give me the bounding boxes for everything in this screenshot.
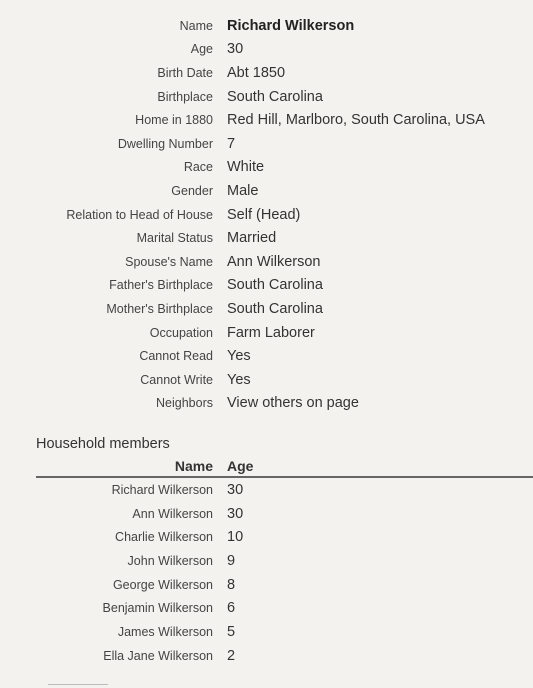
table-row	[36, 596, 533, 620]
record-value: Abt 1850	[227, 64, 286, 81]
record-value: Ann Wilkerson	[227, 253, 321, 270]
record-label: Spouse's Name	[125, 254, 213, 269]
record-label: Mother's Birthplace	[106, 301, 213, 316]
record-value: Married	[227, 230, 277, 247]
record-row-birthplace	[0, 85, 533, 109]
record-label: Gender	[171, 183, 213, 198]
member-name-link[interactable]: Charlie Wilkerson	[115, 530, 213, 545]
member-age: 6	[227, 600, 236, 617]
table-row	[36, 620, 533, 644]
member-age: 9	[227, 552, 236, 569]
record-row-name	[0, 14, 533, 38]
table-row	[36, 573, 533, 597]
record-label: Cannot Write	[140, 372, 213, 387]
member-age: 8	[227, 576, 236, 593]
member-name-link[interactable]: James Wilkerson	[117, 624, 213, 639]
record-value: White	[227, 159, 265, 176]
record-value: Male	[227, 182, 259, 199]
record-value: 30	[227, 41, 244, 58]
record-value: South Carolina	[227, 88, 323, 105]
record-row-cannot-write	[0, 368, 533, 392]
member-age: 30	[227, 505, 244, 522]
record-row-gender	[0, 179, 533, 203]
record-label: Home in 1880	[135, 113, 213, 128]
record-label: Cannot Read	[139, 349, 213, 364]
record-value: 7	[227, 135, 236, 152]
table-row	[36, 478, 533, 502]
record-label: Dwelling Number	[117, 136, 213, 151]
record-value: South Carolina	[227, 277, 323, 294]
record-details	[0, 14, 533, 415]
record-row-cannot-read	[0, 344, 533, 368]
record-value: South Carolina	[227, 300, 323, 317]
record-row-neighbors	[0, 392, 533, 416]
record-label: Birthplace	[157, 89, 213, 104]
record-row-father-birthplace	[0, 274, 533, 298]
member-name-link[interactable]: George Wilkerson	[112, 577, 213, 592]
member-age: 5	[227, 623, 236, 640]
household-members-heading: Household members	[36, 436, 170, 452]
record-value: Self (Head)	[227, 206, 301, 223]
record-row-occupation	[0, 321, 533, 345]
member-name-link[interactable]: Ella Jane Wilkerson	[103, 648, 213, 663]
record-label: Relation to Head of House	[66, 207, 213, 222]
record-label: Race	[183, 160, 213, 175]
record-value: Yes	[227, 348, 251, 365]
member-name-link[interactable]: Benjamin Wilkerson	[102, 601, 213, 616]
member-age: 10	[227, 529, 244, 546]
record-row-age	[0, 38, 533, 62]
household-table-body	[36, 478, 533, 668]
record-row-home	[0, 108, 533, 132]
table-row	[36, 502, 533, 526]
table-row	[36, 644, 533, 668]
record-label: Birth Date	[157, 65, 213, 80]
record-value: Farm Laborer	[227, 324, 315, 341]
record-label: Name	[179, 18, 213, 33]
record-row-dwelling-number	[0, 132, 533, 156]
table-row	[36, 525, 533, 549]
record-row-relation	[0, 203, 533, 227]
member-name-link[interactable]: John Wilkerson	[127, 553, 213, 568]
member-name-link[interactable]: Richard Wilkerson	[111, 482, 213, 497]
member-age: 30	[227, 481, 244, 498]
record-label: Marital Status	[136, 231, 213, 246]
table-row	[36, 549, 533, 573]
member-name-link[interactable]: Ann Wilkerson	[132, 506, 213, 521]
record-label: Occupation	[149, 325, 213, 340]
record-value: Red Hill, Marlboro, South Carolina, USA	[227, 112, 485, 129]
record-row-birth-date	[0, 61, 533, 85]
record-label: Father's Birthplace	[109, 278, 213, 293]
column-header-age: Age	[227, 458, 254, 474]
record-row-mother-birthplace	[0, 297, 533, 321]
record-row-spouse	[0, 250, 533, 274]
member-age: 2	[227, 647, 236, 664]
record-row-race	[0, 156, 533, 180]
record-value: Yes	[227, 371, 251, 388]
column-header-name: Name	[174, 458, 213, 474]
record-label: Age	[190, 42, 213, 57]
record-row-marital-status	[0, 226, 533, 250]
record-value: Richard Wilkerson	[227, 17, 355, 34]
record-label: Neighbors	[156, 396, 213, 411]
view-neighbors-link[interactable]: View others on page	[227, 395, 359, 412]
bottom-divider	[48, 684, 108, 688]
household-table-header	[36, 456, 533, 478]
